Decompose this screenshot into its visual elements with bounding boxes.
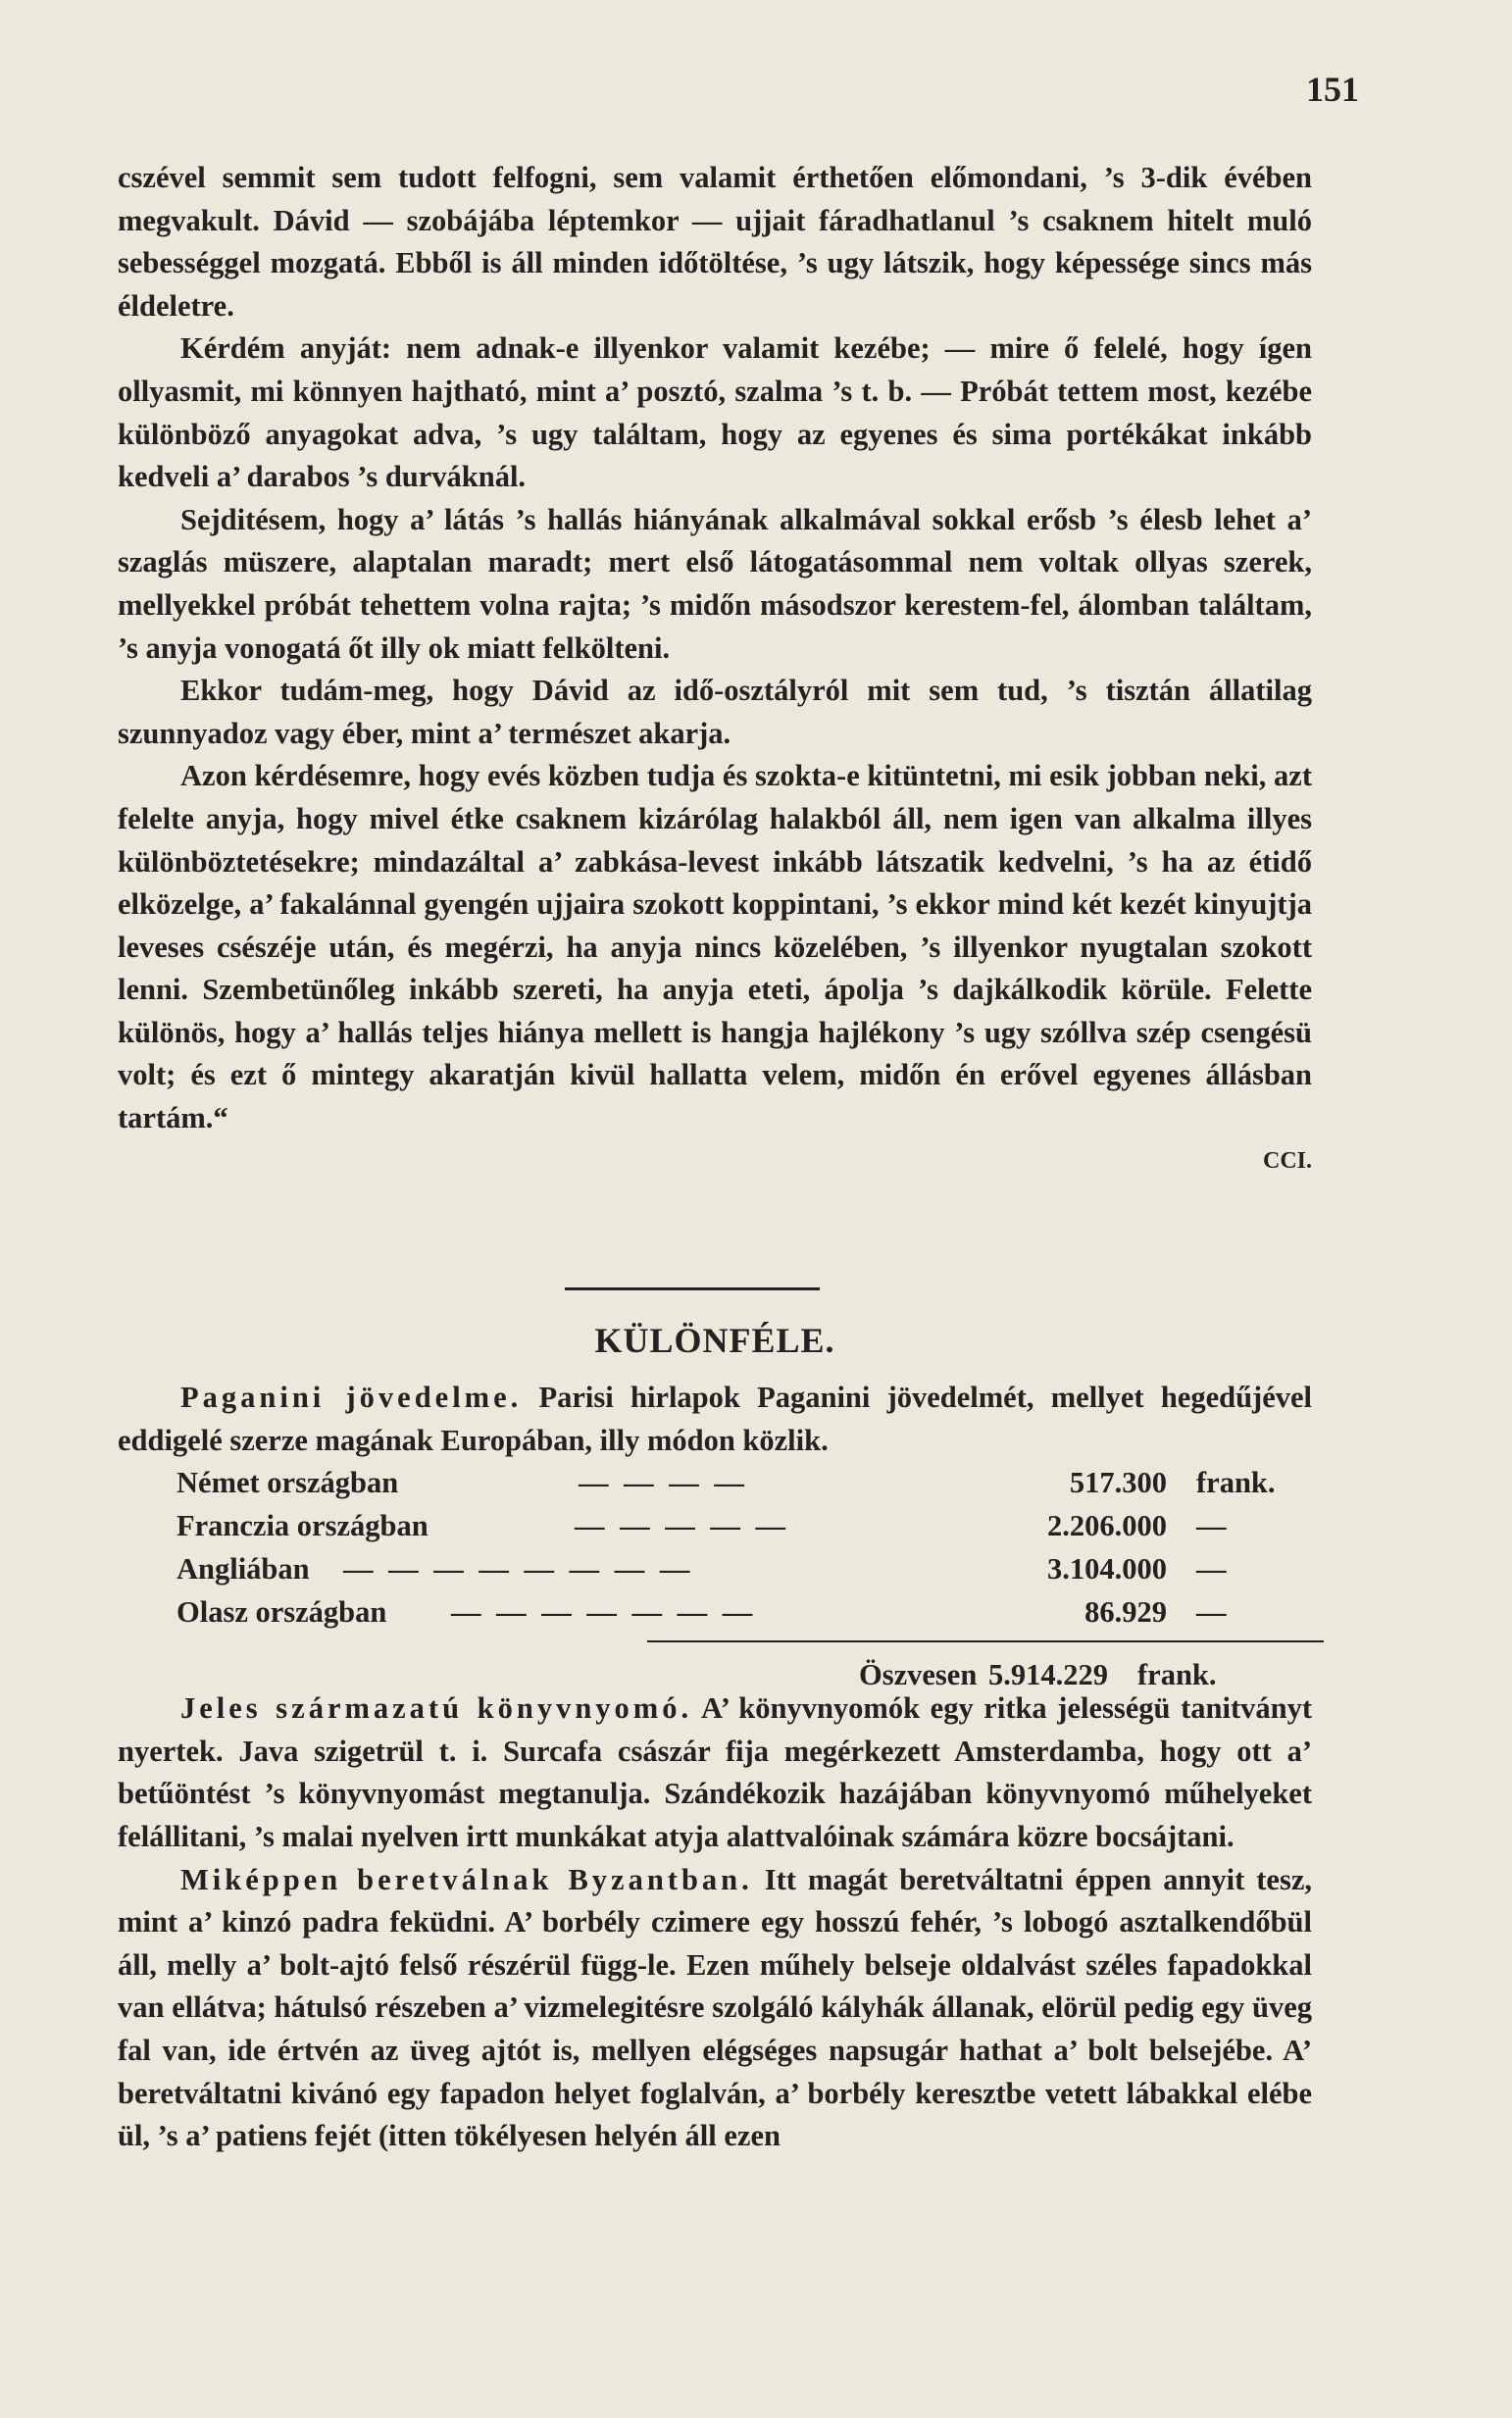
shaving-text: Itt magát beretváltatni éppen annyit tesz, mint a’ kinzó padra feküdni. A’ borbély czimere egy hosszú fehér, ’s lobogó asztalkendőbül áll, melly a’ bolt-ajtó felső részérül függ-le. Ezen műhely belseje oldalvást széles fapadokkal van ellátva; hátulsó részeben a’ vizmelegitésre szolgáló kályhák állanak, elörül pedig egy üveg fal van, ide értvén az üveg ajtót is, mellyen elégséges napsugár hathat a’ bolt belsejébe. A’ beretváltatni kivánó egy fapadon helyet foglalván, a’ borbély keresztbe vetett lábakkal elébe ül, ’s a’ patiens fejét (itten tökélyesen helyén áll ezen [118,1862,1312,2153]
country: Német országban [176,1466,399,1500]
paragraph: Sejditésem, hogy a’ látás ’s hallás hiányának alkalmával sokkal erősb ’s élesb lehet a’ szaglás müszere, alaptalan maradt; mert első látogatásommal nem voltak ollyas szerek, mellyekkel próbát tehettem volna rajta; ’s midőn másodszor kerestem-fel, álomban találtam, ’s anyja vonogatá őt illy ok miatt felkölteni. [118,502,1312,665]
signature-line [118,1140,1312,1184]
country: Franczia országban [176,1509,428,1543]
dash-leader: — — — — — [575,1509,789,1543]
article-continuation [118,157,1312,1184]
shaving-paragraph [118,1859,1312,2158]
book-page [118,0,1359,2418]
page-number: 151 [1306,70,1359,109]
signature: CCI. [1262,1147,1312,1174]
section-title: KÜLÖNFÉLE. [594,1321,835,1360]
unit: — [1196,1509,1227,1543]
dash-leader: — — — — — — — [451,1595,757,1630]
paragraph: Azon kérdésemre, hogy evés közben tudja és szokta-e kitüntetni, mi esik jobban neki, azt felelte anyja, hogy mivel étke csaknem kizárólag halakból áll, nem igen van alkalma illyes különböztetésekre; mindazáltal a’ zabkása-levest inkább látszatik kedvelni, ’s ha az étidő elközelge, a’ fakalánnal gyengén ujjaira szokott koppintani, ’s ekkor mind két kezét kinyujtja leveses csészéje után, és megérzi, ha anyja nincs közelében, ’s illyenkor nyugtalan szokott lenni. Szembetünőleg inkább szereti, ha anyja eteti, ápolja ’s dajkálkodik körüle. Felette különös, hogy a’ hallás teljes hiánya mellett is hangja hajlékony ’s ugy szóllva szép csengésü volt; és ezt ő mintegy akaratján kivül hallatta velem, midőn én erővel egyenes állásban tartám.“ [118,759,1312,1135]
income-row [176,1505,1312,1548]
income-table [118,1462,1312,1692]
country: Olasz országban [176,1595,387,1630]
printer-paragraph [118,1688,1312,1858]
paragraph: Ekkor tudám-meg, hogy Dávid az idő-osztályról mit sem tud, ’s tisztán állatilag szunnyadoz vagy éber, mint a’ természet akarja. [118,674,1312,750]
country: Angliában [176,1552,310,1587]
total-label: Öszvesen [859,1658,978,1692]
paragraph: cszével semmit sem tudott felfogni, sem valamit érthetően előmondani, ’s 3-dik évében megvakult. Dávid — szobájába léptemkor — ujjait fáradhatlanul ’s csaknem hitelt muló sebességgel mozgatá. Ebből is áll minden időtöltése, ’s ugy látszik, hogy képessége sincs más éldeletre. [118,161,1312,323]
unit: — [1196,1595,1227,1630]
paganini-heading: Paganini jövedelme. [180,1381,523,1414]
printer-heading: Jeles származatú könyvnyomó. [180,1691,693,1726]
dash-leader: — — — — — — — — [343,1552,694,1587]
paganini-paragraph [118,1377,1312,1462]
miscellany-section [118,1377,1312,2158]
shaving-heading: Miképpen beretválnak Byzantban. [180,1862,753,1896]
dash-leader: — — — — [579,1466,748,1500]
amount: 517.300 [1069,1466,1167,1500]
income-row [176,1462,1312,1505]
total-amount: 5.914.229 [988,1658,1108,1692]
income-row [176,1591,1312,1635]
total-unit: frank. [1137,1658,1217,1692]
amount: 3.104.000 [1047,1552,1167,1587]
unit: — [1196,1552,1227,1587]
paganini-intro: Parisi hirlapok Paganini jövedelmét, mellyet hegedűjével eddigelé szerze magának Europában, illy módon közlik. [118,1381,1312,1457]
total-row [118,1654,1312,1697]
sum-rule [647,1640,1324,1642]
printer-text: A’ könyvnyomók egy ritka jelességü tanitványt nyertek. Java szigetrül t. i. Surcafa császár fija megérkezett Amsterdamba, hogy ott a’ betűöntést ’s könyvnyomást megtanulja. Szándékozik hazájában könyvnyomó műhelyeket felállitani, ’s malai nyelven irtt munkákat atyja alattvalóinak számára közre bocsájtani. [118,1691,1312,1853]
amount: 2.206.000 [1047,1509,1167,1543]
income-row [176,1548,1312,1591]
section-divider [565,1287,820,1290]
paragraph: Kérdém anyját: nem adnak-e illyenkor valamit kezébe; — mire ő felelé, hogy ígen ollyasmit, mi könnyen hajtható, mint a’ posztó, szalma ’s t. b. — Próbát tettem most, kezébe különböző anyagokat adva, ’s ugy találtam, hogy az egyenes és sima portékákat inkább kedveli a’ darabos ’s durváknál. [118,331,1312,494]
amount: 86.929 [1084,1595,1167,1630]
unit: frank. [1196,1466,1276,1500]
